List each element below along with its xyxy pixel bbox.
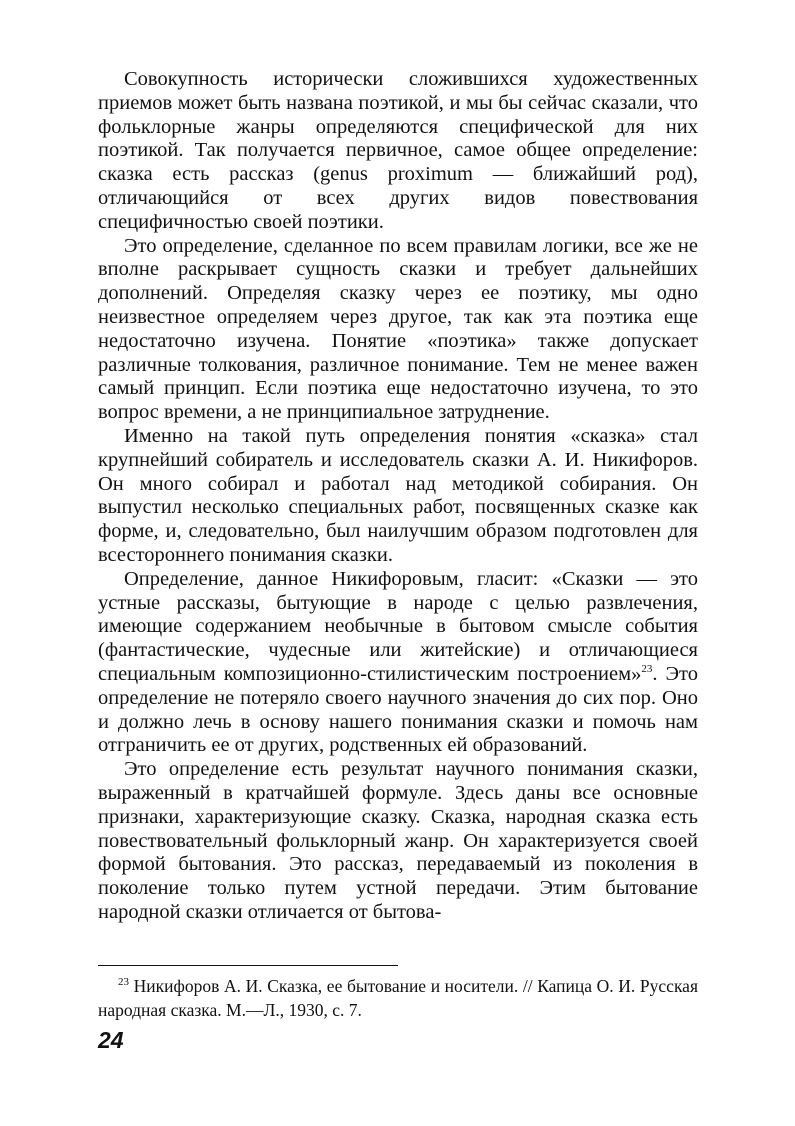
footnote-text: Никифоров А. И. Сказка, ее бытование и носители. // Капица О. И. Русская народная сказка. М.—Л., 1930, с. 7. [98,976,698,1020]
paragraph-4-text-before-note: Определение, данное Никифоровым, гласит: «Сказки — это устные рассказы, бытующие в народе с целью развлечения, имеющие содержанием необычные в бытовом смысле события (фантастические, чудесные или житейские) и отличающиеся специальным композиционно-стилистическим построением» [98,567,698,685]
footnote-divider [98,965,398,966]
paragraph-5: Это определение есть результат научного понимания сказки, выраженный в кратчайшей формуле. Здесь даны все основные признаки, характеризующие сказку. Сказка, народная сказка есть повествовательный фольклорный жанр. Он характеризуется своей формой бытования. Это рассказ, передаваемый из поколения в поколение только путем устной передачи. Этим бытование народной сказки отличается от бытова- [98,758,698,923]
paragraph-3: Именно на такой путь определения понятия «сказка» стал крупнейший собиратель и исследователь сказки А. И. Никифоров. Он много собирал и работал над методикой собирания. Он выпустил несколько специальных работ, посвященных сказке как форме, и, следовательно, был наилучшим образом подготовлен для всестороннего понимания сказки. [98,424,698,566]
footnote-number: 23 [118,976,129,989]
page-number: 24 [98,1027,124,1053]
page-body [98,68,698,925]
footnote-reference[interactable]: 23 [641,663,653,676]
footnote [98,974,698,1022]
paragraph-4-text-after-note: . Это определение не потеряло своего научного значения до сих пор. Оно и должно лечь в основу нашего понимания сказки и помочь нам отграничить ее от других, родственных ей образований. [98,662,698,757]
main-text [98,68,698,925]
paragraph-1: Совокупность исторически сложившихся художественных приемов может быть названа поэтикой, и мы бы сейчас сказали, что фольклорные жанры определяются специфической для них поэтикой. Так получается первичное, самое общее определение: сказка есть рассказ (genus proximum — ближайший род), отличающийся от всех других видов повествования специфичностью своей поэтики. [98,68,698,233]
paragraph-2: Это определение, сделанное по всем правилам логики, все же не вполне раскрывает сущность сказки и требует дальнейших дополнений. Определяя сказку через ее поэтику, мы одно неизвестное определяем через другое, так как эта поэтика еще недостаточно изучена. Понятие «поэтика» также допускает различные толкования, различное понимание. Тем не менее важен самый принцип. Если поэтика еще недостаточно изучена, то это вопрос времени, а не принципиальное затруднение. [98,234,698,424]
paragraph-4 [98,568,698,758]
